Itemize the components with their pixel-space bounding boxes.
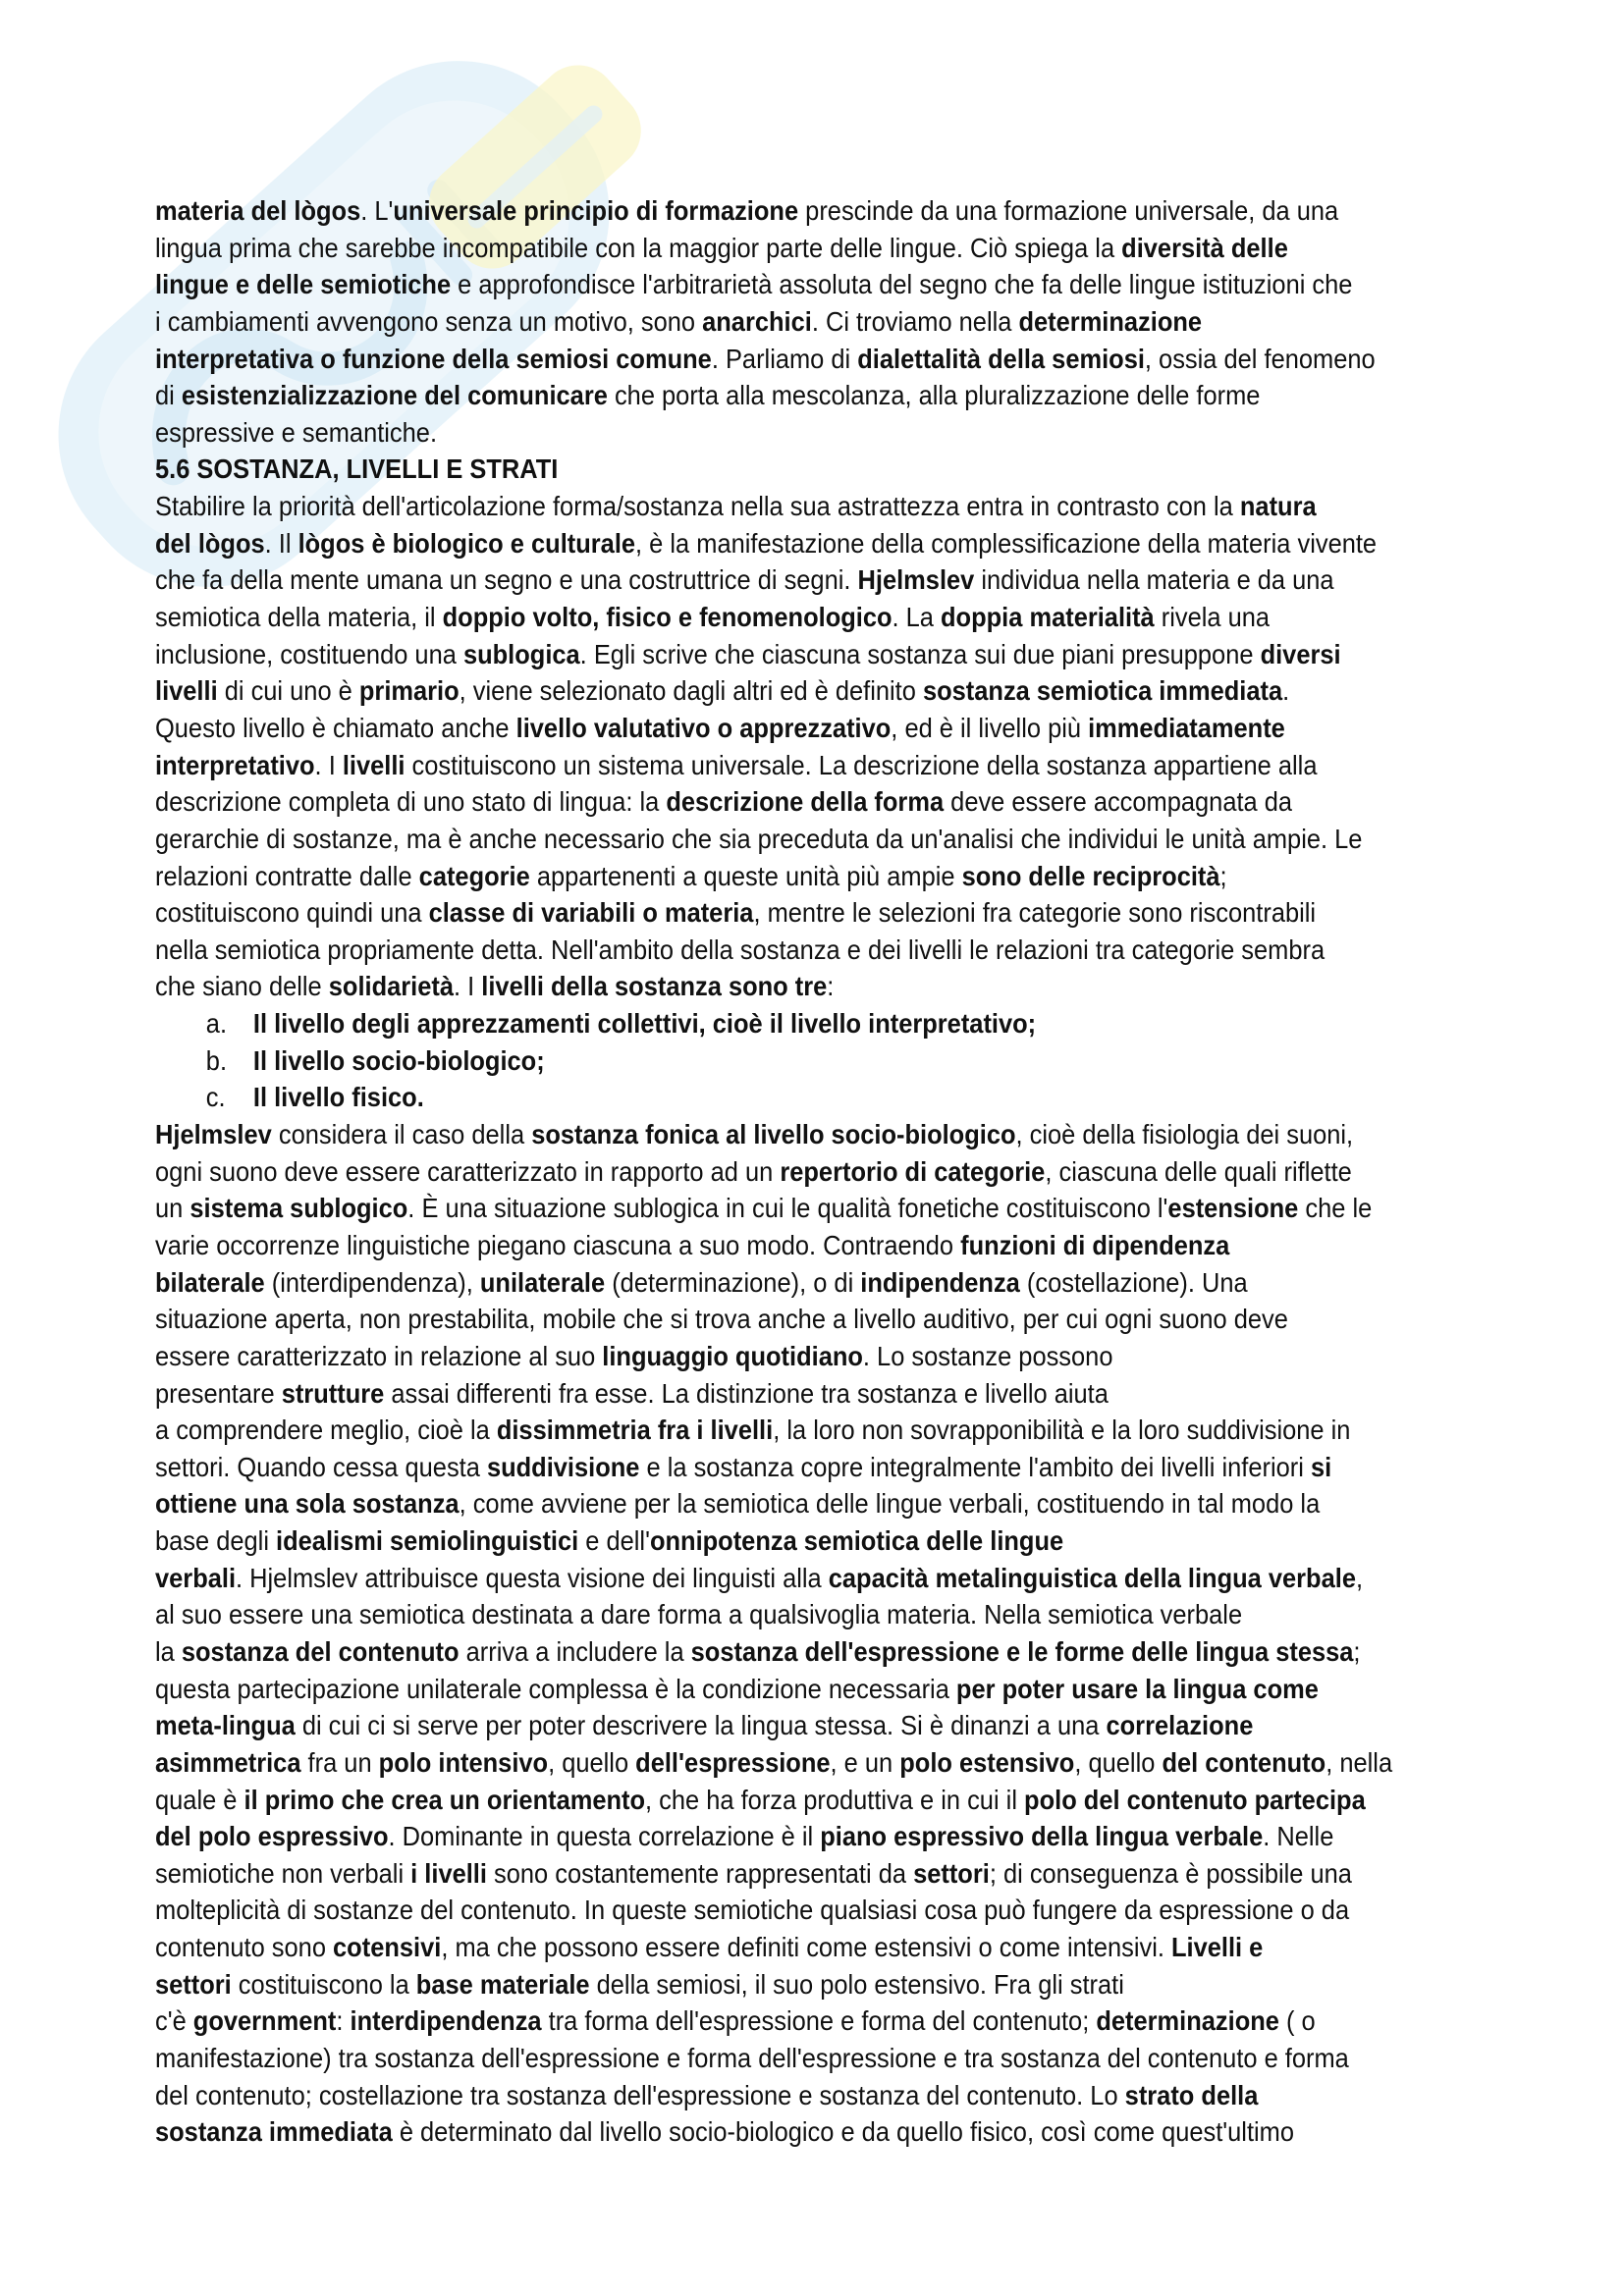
text-run: individua nella materia e da una xyxy=(974,564,1334,596)
bold-text: asimmetrica xyxy=(155,1746,301,1778)
text-line xyxy=(155,710,1483,747)
bold-text: i livelli xyxy=(410,1857,487,1889)
bold-text: sostanza dell'espressione e le forme delle lingua stessa xyxy=(690,1635,1354,1667)
text-run: settori. Quando cessa questa xyxy=(155,1451,487,1482)
bulleted-list xyxy=(155,1005,1483,1116)
text-line xyxy=(155,1264,1483,1302)
text-run: assai differenti fra esse. La distinzione tra sostanza e livello aiuta xyxy=(384,1377,1109,1409)
bold-text: capacità metalinguistica della lingua verbale xyxy=(828,1562,1356,1593)
bold-text: solidarietà xyxy=(328,971,455,1002)
text-line xyxy=(155,1153,1483,1191)
text-run: e approfondisce l'arbitrarietà assoluta del segno che fa delle lingue istituzioni che xyxy=(451,269,1353,300)
bold-text: funzioni di dipendenza xyxy=(960,1229,1230,1260)
text-run: . Lo sostanze possono xyxy=(862,1340,1113,1371)
text-line xyxy=(155,2113,1483,2151)
bold-text: Livelli e xyxy=(1171,1932,1264,1963)
text-line xyxy=(155,1744,1483,1782)
text-line xyxy=(155,672,1483,710)
text-run: rivela una xyxy=(1154,602,1271,633)
text-run: che porta alla mescolanza, alla pluralizzazione delle forme xyxy=(607,380,1261,411)
text-line xyxy=(155,1818,1483,1855)
text-line xyxy=(155,1633,1483,1671)
text-line xyxy=(155,377,1483,414)
bold-text: categorie xyxy=(418,860,530,891)
bold-text: correlazione xyxy=(1106,1710,1254,1741)
bold-text: doppia materialità xyxy=(941,602,1155,633)
text-line xyxy=(155,266,1483,303)
bold-text: del lògos xyxy=(155,527,265,559)
bold-text: sistema sublogico xyxy=(189,1193,408,1224)
text-run: . Il xyxy=(264,527,298,559)
text-line xyxy=(155,1892,1483,1929)
text-line xyxy=(155,1338,1483,1375)
text-run: , ma che possono essere definiti come estensivi o come intensivi. xyxy=(441,1932,1172,1963)
bold-text: base materiale xyxy=(415,1968,590,2000)
text-run: lingua prima che sarebbe incompatibile con la maggior parte delle lingue. Ciò spiega la xyxy=(155,232,1122,263)
text-run: . Egli scrive che ciascuna sostanza sui due piani presuppone xyxy=(579,638,1261,669)
bold-text: linguaggio quotidiano xyxy=(602,1340,863,1371)
text-run: (determinazione), o di xyxy=(605,1266,861,1298)
text-line xyxy=(155,821,1483,858)
text-run: ; di conseguenza è possibile una xyxy=(989,1857,1352,1889)
text-run: (interdipendenza), xyxy=(264,1266,480,1298)
text-run: , quello xyxy=(548,1746,636,1778)
text-line xyxy=(155,968,1483,1005)
text-line xyxy=(155,303,1483,341)
bold-text: strutture xyxy=(281,1377,385,1409)
text-line xyxy=(155,2040,1483,2077)
text-run: , ciascuna delle quali riflette xyxy=(1045,1155,1352,1187)
bold-text: materia del lògos xyxy=(155,195,361,226)
text-run: ( o xyxy=(1278,2005,1316,2037)
text-line xyxy=(155,488,1483,525)
text-run: ; xyxy=(1353,1635,1361,1667)
text-run: contenuto sono xyxy=(155,1932,334,1963)
text-run: deve essere accompagnata da xyxy=(944,786,1293,818)
text-run: . Hjelmslev attribuisce questa visione dei linguisti alla xyxy=(236,1562,829,1593)
text-run: a comprendere meglio, cioè la xyxy=(155,1415,497,1446)
bold-text: onnipotenza semiotica delle lingue xyxy=(649,1525,1064,1557)
text-line xyxy=(155,636,1483,673)
text-run: presentare xyxy=(155,1377,282,1409)
text-line xyxy=(155,1782,1483,1819)
text-run: , cioè della fisiologia dei suoni, xyxy=(1015,1119,1354,1150)
bold-text: interpretativo xyxy=(155,749,315,780)
text-run: descrizione completa di uno stato di lingua: la xyxy=(155,786,667,818)
text-run: che siano delle xyxy=(155,971,329,1002)
text-run: , che ha forza produttiva e in cui il xyxy=(645,1784,1025,1815)
text-line xyxy=(155,414,1483,452)
paragraph xyxy=(155,488,1483,1005)
text-run: , quello xyxy=(1074,1746,1163,1778)
bold-text: unilaterale xyxy=(479,1266,606,1298)
text-run: che fa della mente umana un segno e una costruttrice di segni. xyxy=(155,564,858,596)
text-run: , viene selezionato dagli altri ed è definito xyxy=(459,675,923,707)
text-line xyxy=(155,1449,1483,1486)
bold-text: strato della xyxy=(1124,2079,1259,2110)
bold-text: estensione xyxy=(1167,1193,1299,1224)
bold-text: classe di variabili o materia xyxy=(428,897,754,929)
bold-text: sublogica xyxy=(462,638,580,669)
text-line xyxy=(155,1560,1483,1597)
bold-text: lingue e delle semiotiche xyxy=(155,269,452,300)
text-run: . La xyxy=(892,602,942,633)
bold-text: livelli xyxy=(155,675,218,707)
bold-text: livelli della sostanza sono tre xyxy=(481,971,828,1002)
text-run: , nella xyxy=(1325,1746,1393,1778)
bold-text: meta-lingua xyxy=(155,1710,296,1741)
text-line xyxy=(155,599,1483,636)
bold-text: livello valutativo o apprezzativo xyxy=(515,712,892,743)
bold-text: Il livello fisico. xyxy=(252,1082,424,1113)
bold-text: piano espressivo della lingua verbale xyxy=(820,1821,1264,1852)
text-run: un xyxy=(155,1193,190,1224)
text-line xyxy=(155,1671,1483,1708)
bold-text: livelli xyxy=(342,749,406,780)
text-run: essere caratterizzato in relazione al suo xyxy=(155,1340,603,1371)
text-line xyxy=(155,1412,1483,1449)
text-run: nella semiotica propriamente detta. Nell'ambito della sostanza e dei livelli le relazioni tra categorie sembra xyxy=(155,934,1325,965)
list-item-text xyxy=(253,1082,424,1112)
bold-text: sostanza semiotica immediata xyxy=(922,675,1283,707)
bold-text: polo estensivo xyxy=(899,1746,1075,1778)
text-run: questa partecipazione unilaterale complessa è la condizione necessaria xyxy=(155,1673,956,1704)
text-run: ; xyxy=(1219,860,1227,891)
text-line xyxy=(155,2077,1483,2114)
bold-text: sostanza del contenuto xyxy=(181,1635,460,1667)
section-heading xyxy=(155,451,1483,488)
bold-text: Hjelmslev xyxy=(857,564,975,596)
bold-text: per poter usare la lingua come xyxy=(955,1673,1319,1704)
list-item xyxy=(155,1079,1483,1116)
text-run: espressive e semantiche. xyxy=(155,416,438,448)
text-line xyxy=(155,858,1483,895)
text-run: . L' xyxy=(360,195,394,226)
text-run: . I xyxy=(314,749,343,780)
text-run: considera il caso della xyxy=(271,1119,532,1150)
text-run: . Dominante in questa correlazione è il xyxy=(388,1821,821,1852)
text-line xyxy=(155,1116,1483,1153)
text-run: al suo essere una semiotica destinata a dare forma a qualsivoglia materia. Nella semiotica verbale xyxy=(155,1599,1243,1630)
text-line xyxy=(155,894,1483,932)
text-run: che le xyxy=(1298,1193,1373,1224)
bold-text: repertorio di categorie xyxy=(780,1155,1046,1187)
list-item-text xyxy=(253,1008,1036,1039)
text-run: , e un xyxy=(830,1746,900,1778)
bold-text: polo intensivo xyxy=(378,1746,549,1778)
bold-text: Hjelmslev xyxy=(155,1119,272,1150)
bold-text: polo del contenuto partecipa xyxy=(1024,1784,1366,1815)
bold-text: lògos è biologico e culturale xyxy=(298,527,636,559)
text-line xyxy=(155,1929,1483,1966)
bold-text: indipendenza xyxy=(860,1266,1020,1298)
text-line xyxy=(155,1190,1483,1227)
text-run: Stabilire la priorità dell'articolazione forma/sostanza nella sua astrattezza entra in contrasto con la xyxy=(155,491,1240,522)
text-line xyxy=(155,1855,1483,1893)
bold-text: dell'espressione xyxy=(635,1746,831,1778)
text-run: i cambiamenti avvengono senza un motivo, sono xyxy=(155,305,703,337)
text-line xyxy=(155,1301,1483,1338)
text-run: . È una situazione sublogica in cui le qualità fonetiche costituiscono l' xyxy=(407,1193,1168,1224)
text-run: ogni suono deve essere caratterizzato in rapporto ad un xyxy=(155,1155,781,1187)
text-run: di xyxy=(155,380,182,411)
bold-text: Il livello socio-biologico; xyxy=(252,1044,545,1076)
bold-text: immediatamente xyxy=(1088,712,1285,743)
text-run: appartenenti a queste unità più ampie xyxy=(529,860,962,891)
bold-text: interpretativa o funzione della semiosi comune xyxy=(155,343,712,374)
text-line xyxy=(155,561,1483,599)
text-run: la xyxy=(155,1635,182,1667)
bold-text: cotensivi xyxy=(333,1932,442,1963)
text-run: situazione aperta, non prestabilita, mobile che si trova anche a livello auditivo, per cui ogni suono deve xyxy=(155,1304,1288,1335)
bold-text: esistenzializzazione del comunicare xyxy=(181,380,608,411)
text-line xyxy=(155,747,1483,784)
bold-text: si xyxy=(1310,1451,1332,1482)
bold-text: 5.6 SOSTANZA, LIVELLI E STRATI xyxy=(155,454,559,485)
text-run: sono costantemente rappresentati da xyxy=(486,1857,914,1889)
text-line xyxy=(155,192,1483,230)
bold-text: determinazione xyxy=(1096,2005,1279,2037)
text-run: tra forma dell'espressione e forma del contenuto; xyxy=(541,2005,1097,2037)
text-run: e la sostanza copre integralmente l'ambito dei livelli inferiori xyxy=(639,1451,1311,1482)
text-line xyxy=(155,341,1483,378)
list-item xyxy=(155,1042,1483,1080)
text-run: relazioni contratte dalle xyxy=(155,860,419,891)
bold-text: descrizione della forma xyxy=(666,786,945,818)
bold-text: diversi xyxy=(1260,638,1341,669)
text-run: , la loro non sovrapponibilità e la loro suddivisione in xyxy=(773,1415,1351,1446)
bold-text: universale principio di formazione xyxy=(393,195,799,226)
text-run: , ed è il livello più xyxy=(891,712,1089,743)
bold-text: il primo che crea un orientamento xyxy=(243,1784,646,1815)
bold-text: doppio volto, fisico e fenomenologico xyxy=(442,602,893,633)
text-run: Questo livello è chiamato anche xyxy=(155,712,516,743)
text-line xyxy=(155,1966,1483,2003)
bold-text: settori xyxy=(155,1968,232,2000)
text-run: semiotica della materia, il xyxy=(155,602,443,633)
bold-text: interdipendenza xyxy=(350,2005,542,2037)
bold-text: diversità delle xyxy=(1121,232,1288,263)
text-run: , ossia del fenomeno xyxy=(1144,343,1376,374)
bold-text: settori xyxy=(913,1857,990,1889)
text-run: c'è xyxy=(155,2005,193,2037)
text-line xyxy=(155,783,1483,821)
text-run: arriva a includere la xyxy=(459,1635,691,1667)
text-run: base degli xyxy=(155,1525,277,1557)
text-run: costituiscono la xyxy=(231,1968,416,2000)
bold-text: sostanza immediata xyxy=(155,2116,393,2148)
text-line xyxy=(155,2002,1483,2040)
bold-text: anarchici xyxy=(702,305,812,337)
paragraph xyxy=(155,1116,1483,2151)
text-line xyxy=(155,1596,1483,1633)
bold-text: determinazione xyxy=(1018,305,1203,337)
bold-text: bilaterale xyxy=(155,1266,265,1298)
text-line xyxy=(155,1227,1483,1264)
bold-text: ottiene una sola sostanza xyxy=(155,1488,460,1520)
bold-text: dialettalità della semiosi xyxy=(857,343,1145,374)
text-run: . Nelle xyxy=(1263,1821,1334,1852)
text-run: : xyxy=(336,2005,351,2037)
bold-text: primario xyxy=(358,675,460,707)
text-run: . Ci troviamo nella xyxy=(811,305,1019,337)
bold-text: verbali xyxy=(155,1562,237,1593)
text-run: . xyxy=(1282,675,1290,707)
text-run: di cui ci si serve per poter descrivere la lingua stessa. Si è dinanzi a una xyxy=(295,1710,1107,1741)
bold-text: dissimmetria fra i livelli xyxy=(496,1415,774,1446)
text-line xyxy=(155,932,1483,969)
text-line xyxy=(155,451,1483,488)
text-run: varie occorrenze linguistiche piegano ciascuna a suo modo. Contraendo xyxy=(155,1229,961,1260)
list-marker: a. xyxy=(205,1008,228,1040)
text-line xyxy=(155,1375,1483,1413)
text-run: , mentre le selezioni fra categorie sono riscontrabili xyxy=(753,897,1317,929)
text-run: manifestazione) tra sostanza dell'espressione e forma dell'espressione e tra sostanza del contenuto e forma xyxy=(155,2043,1349,2074)
text-line xyxy=(155,1707,1483,1744)
paragraph xyxy=(155,192,1483,451)
list-marker: b. xyxy=(205,1044,228,1076)
bold-text: del polo espressivo xyxy=(155,1821,389,1852)
text-run: della semiosi, il suo polo estensivo. Fra gli strati xyxy=(589,1968,1124,2000)
text-run: costituiscono un sistema universale. La descrizione della sostanza appartiene alla xyxy=(405,749,1318,780)
document-body xyxy=(155,192,1483,2151)
list-item-text xyxy=(253,1045,545,1076)
bold-text: natura xyxy=(1239,491,1317,522)
text-line xyxy=(155,1485,1483,1522)
text-run: prescinde da una formazione universale, da una xyxy=(798,195,1339,226)
text-run: semiotiche non verbali xyxy=(155,1857,411,1889)
text-run: molteplicità di sostanze del contenuto. In queste semiotiche qualsiasi cosa può fungere da espressione o da xyxy=(155,1895,1350,1926)
text-run: quale è xyxy=(155,1784,244,1815)
text-run: . Parliamo di xyxy=(711,343,858,374)
text-run: , come avviene per la semiotica delle lingue verbali, costituendo in tal modo la xyxy=(459,1488,1321,1520)
text-line xyxy=(155,525,1483,562)
text-run: e dell' xyxy=(578,1525,650,1557)
list-item xyxy=(155,1005,1483,1042)
text-run: del contenuto; costellazione tra sostanza dell'espressione e sostanza del contenuto. Lo xyxy=(155,2079,1125,2110)
text-run: , è la manifestazione della complessificazione della materia vivente xyxy=(635,527,1378,559)
text-run: è determinato dal livello socio-biologico e da quello fisico, così come quest'ultimo xyxy=(392,2116,1295,2148)
text-run: fra un xyxy=(300,1746,379,1778)
bold-text: idealismi semiolinguistici xyxy=(276,1525,579,1557)
bold-text: sostanza fonica al livello socio-biologico xyxy=(531,1119,1016,1150)
bold-text: sono delle reciprocità xyxy=(961,860,1220,891)
bold-text: del contenuto xyxy=(1162,1746,1326,1778)
list-marker: c. xyxy=(205,1082,226,1113)
text-run: , xyxy=(1355,1562,1364,1593)
text-run: gerarchie di sostanze, ma è anche necessario che sia preceduta da un'analisi che individui le unità ampie. Le xyxy=(155,823,1363,854)
text-run: : xyxy=(827,971,835,1002)
text-run: . I xyxy=(454,971,482,1002)
text-run: di cui uno è xyxy=(217,675,359,707)
text-line xyxy=(155,1522,1483,1560)
bold-text: government xyxy=(192,2005,337,2037)
text-run: costituiscono quindi una xyxy=(155,897,429,929)
text-line xyxy=(155,230,1483,267)
text-run: (costellazione). Una xyxy=(1019,1266,1248,1298)
bold-text: Il livello degli apprezzamenti collettivi, cioè il livello interpretativo; xyxy=(252,1008,1037,1040)
bold-text: suddivisione xyxy=(486,1451,640,1482)
text-run: inclusione, costituendo una xyxy=(155,638,463,669)
